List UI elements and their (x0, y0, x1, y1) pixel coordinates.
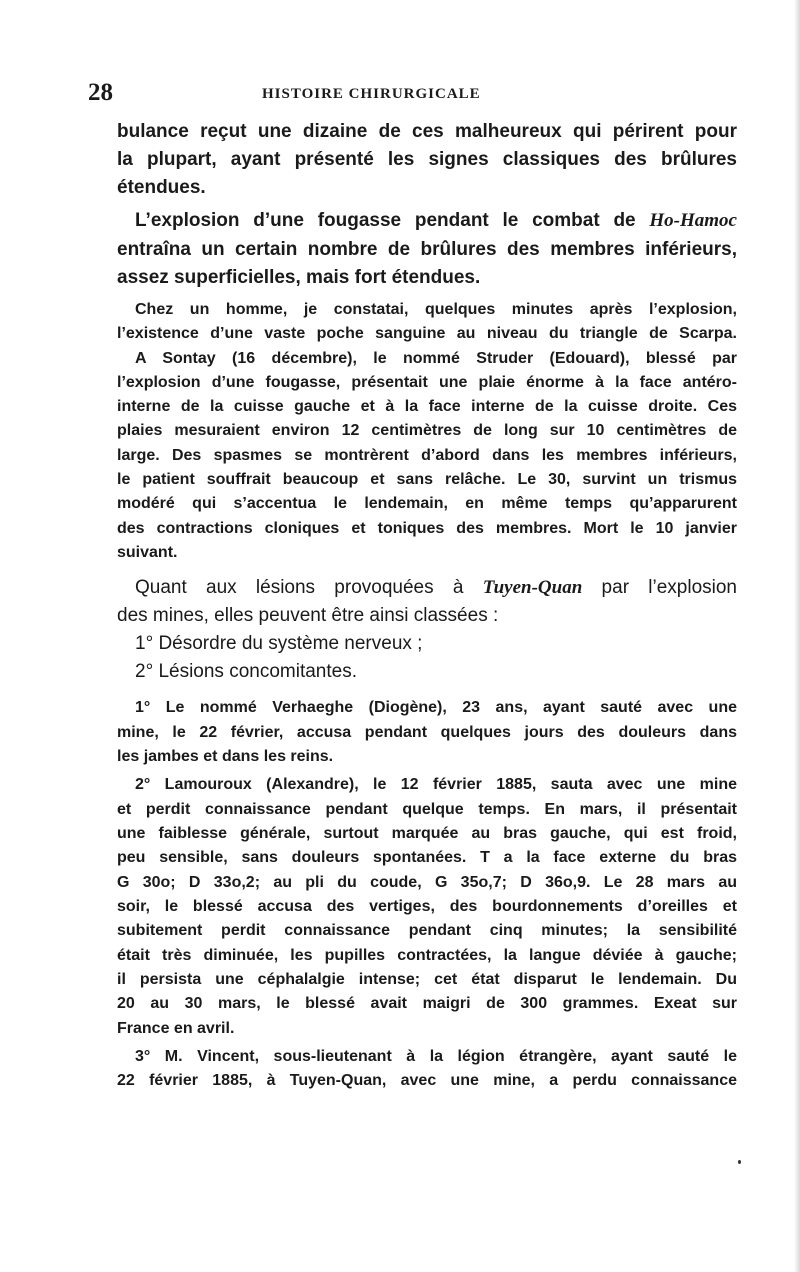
note-line: 22 février 1885, à Tuyen-Quan, avec une mine, a perdu connaissance (117, 1072, 737, 1089)
place-name: Tuyen-Quan (482, 577, 583, 598)
note-line: il persista une céphalalgie intense; cet état disparut le lendemain. Du (117, 971, 737, 988)
note-line: soir, le blessé accusa des vertiges, des bourdonnements d’oreilles et (117, 898, 737, 915)
body-line: assez superficielles, mais fort étendues. (117, 267, 481, 288)
print-speck (738, 1160, 741, 1164)
body-line: la plupart, ayant présenté les signes classiques des brûlures (117, 149, 737, 170)
note-line: suivant. (117, 544, 178, 561)
body-line: des mines, elles peuvent être ainsi classées : (117, 605, 499, 626)
note-line: modéré qui s’accentua le lendemain, en même temps qu’apparurent (117, 495, 737, 512)
note-line: le patient souffrait beaucoup et sans relâche. Le 30, survint un trismus (117, 471, 737, 488)
note-line: interne de la cuisse gauche et à la face interne de la cuisse droite. Ces (117, 398, 737, 415)
list-item: 2° Lésions concomitantes. (135, 661, 357, 682)
note-line: 1° Le nommé Verhaeghe (Diogène), 23 ans, ayant sauté avec une (135, 699, 737, 716)
note-line: plaies mesuraient environ 12 centimètres de long sur 10 centimètres de (117, 422, 737, 439)
note-line: des contractions cloniques et toniques des membres. Mort le 10 janvier (117, 520, 737, 537)
body-line: étendues. (117, 177, 206, 198)
note-line: subitement perdit connaissance pendant cinq minutes; la sensibilité (117, 922, 737, 939)
page-header (88, 78, 728, 108)
note-line: A Sontay (16 décembre), le nommé Struder (Edouard), blessé par (135, 350, 737, 367)
place-name: Ho-Hamoc (649, 210, 737, 231)
note-line: large. Des spasmes se montrèrent d’abord dans les membres inférieurs, (117, 447, 737, 464)
note-line: 2° Lamouroux (Alexandre), le 12 février 1885, sauta avec une mine (135, 776, 737, 793)
note-line: Chez un homme, je constatai, quelques minutes après l’explosion, (135, 301, 737, 318)
list-item: 1° Désordre du système nerveux ; (135, 633, 423, 654)
body-line: Quant aux lésions provoquées à Tuyen-Quan par l’explosion (135, 577, 737, 598)
note-line: mine, le 22 février, accusa pendant quelques jours des douleurs dans (117, 724, 737, 741)
body-line: entraîna un certain nombre de brûlures des membres inférieurs, (117, 239, 737, 260)
note-line: G 30o; D 33o,2; au pli du coude, G 35o,7; D 36o,9. Le 28 mars au (117, 874, 737, 891)
running-title: HISTOIRE CHIRURGICALE (262, 86, 481, 102)
note-line: les jambes et dans les reins. (117, 748, 334, 765)
scan-edge-shadow (794, 0, 800, 1272)
body-line: L’explosion d’une fougasse pendant le combat de Ho-Hamoc (135, 210, 737, 231)
note-line: l’existence d’une vaste poche sanguine au niveau du triangle de Scarpa. (117, 325, 737, 342)
note-line: France en avril. (117, 1020, 235, 1037)
page-number: 28 (88, 79, 113, 106)
note-line: 20 au 30 mars, le blessé avait maigri de 300 grammes. Exeat sur (117, 995, 737, 1012)
body-line: bulance reçut une dizaine de ces malheureux qui périrent pour (117, 121, 737, 142)
note-line: peu sensible, sans douleurs spontanées. T a la face externe du bras (117, 849, 737, 866)
note-line: 3° M. Vincent, sous-lieutenant à la légion étrangère, ayant sauté le (135, 1048, 737, 1065)
note-line: une faiblesse générale, surtout marquée au bras gauche, qui est froid, (117, 825, 737, 842)
note-line: était très diminuée, les pupilles contractées, la langue déviée à gauche; (117, 947, 737, 964)
note-line: l’explosion d’une fougasse, présentait une plaie énorme à la face antéro- (117, 374, 737, 391)
note-line: et perdit connaissance pendant quelque temps. En mars, il présentait (117, 801, 737, 818)
